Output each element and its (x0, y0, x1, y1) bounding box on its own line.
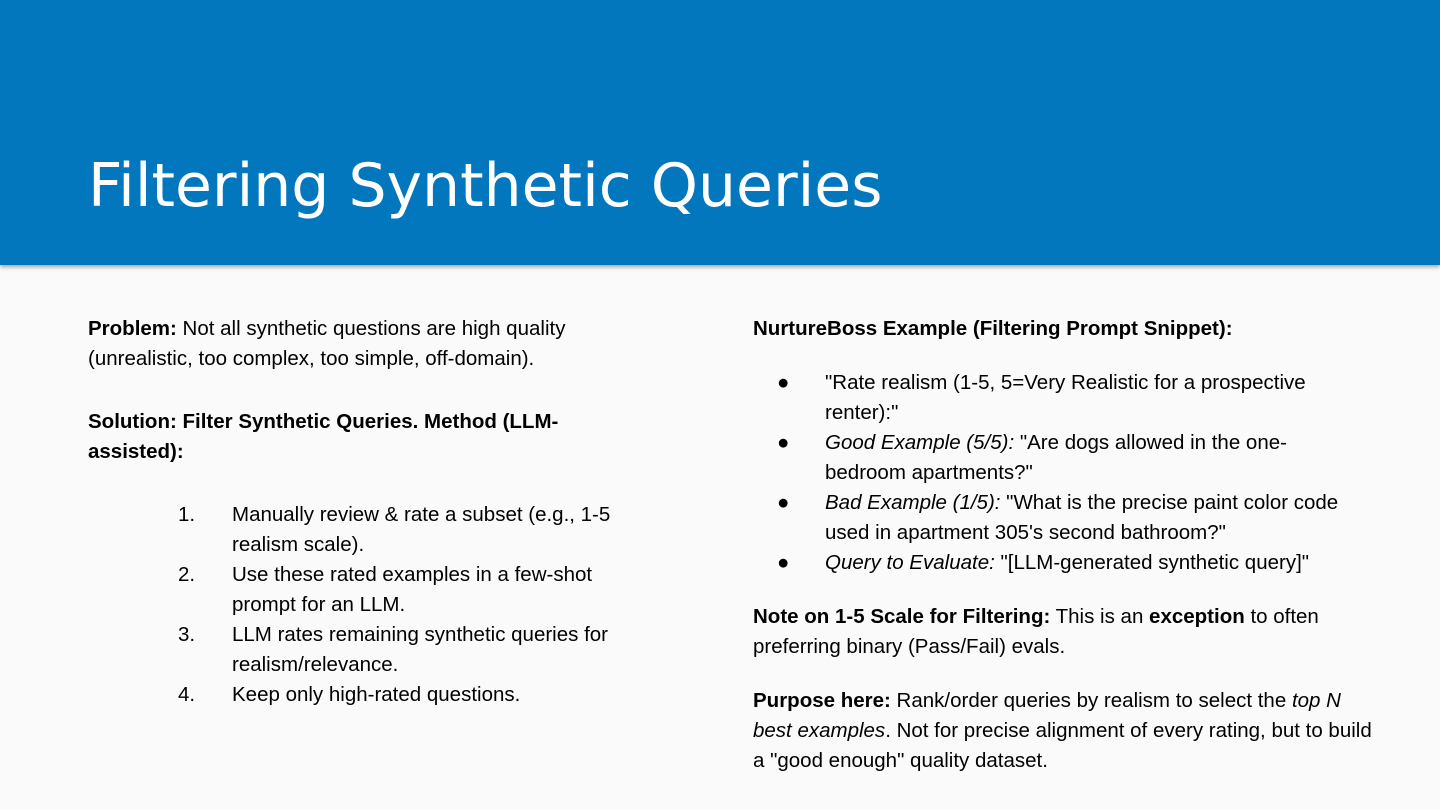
step-number: 2. (178, 563, 196, 586)
bullet-icon: ● (777, 551, 790, 574)
bullet-label: Query to Evaluate: (825, 551, 995, 574)
step-text: Keep only high-rated questions. (232, 683, 521, 706)
problem-text: Not all synthetic questions are high quality (unrealistic, too complex, too simple, off-domain). (88, 317, 566, 370)
example-bullets (753, 368, 1373, 578)
list-item (88, 680, 652, 710)
example-heading (753, 314, 1373, 344)
bullet-icon: ● (777, 431, 790, 454)
title-banner (0, 0, 1440, 265)
problem-label: Problem: (88, 317, 177, 340)
list-item (88, 500, 652, 560)
purpose-text: Rank/order queries by realism to select the (890, 689, 1292, 712)
list-item (88, 620, 652, 680)
list-item (753, 368, 1365, 428)
step-number: 1. (178, 503, 196, 526)
note-text-end: to often preferring binary (Pass/Fail) evals. (753, 605, 1319, 658)
purpose-paragraph (753, 686, 1373, 776)
note-paragraph (753, 602, 1373, 662)
right-column (753, 314, 1373, 776)
bullet-text: "Are dogs allowed in the one-bedroom apartments?" (825, 431, 1287, 484)
bullet-icon: ● (777, 371, 790, 394)
bullet-label: Good Example (5/5): (825, 431, 1015, 454)
left-column (88, 314, 648, 710)
note-label: Note on 1-5 Scale for Filtering: (753, 605, 1051, 628)
solution-label: Solution: Filter Synthetic Queries. Method (LLM-assisted): (88, 410, 559, 463)
bullet-label: Bad Example (1/5): (825, 491, 1001, 514)
purpose-label: Purpose here: (753, 689, 891, 712)
steps-list (88, 500, 648, 710)
slide-title: Filtering Synthetic Queries (88, 151, 883, 221)
note-emphasis: exception (1149, 605, 1245, 628)
bullet-text: "What is the precise paint color code used in apartment 305's second bathroom?" (825, 491, 1339, 544)
step-number: 4. (178, 683, 196, 706)
solution-paragraph (88, 407, 648, 467)
step-text: Use these rated examples in a few-shot prompt for an LLM. (232, 563, 593, 616)
example-heading-text: NurtureBoss Example (Filtering Prompt Snippet): (753, 317, 1233, 340)
bullet-text: "Rate realism (1-5, 5=Very Realistic for a prospective renter):" (825, 371, 1306, 424)
step-number: 3. (178, 623, 196, 646)
bullet-text: "[LLM-generated synthetic query]" (994, 551, 1310, 574)
list-item (88, 560, 652, 620)
purpose-text-end: . Not for precise alignment of every rating, but to build a "good enough" quality dataset. (753, 719, 1372, 772)
note-text: This is an (1050, 605, 1150, 628)
list-item (753, 548, 1365, 578)
bullet-icon: ● (777, 491, 790, 514)
problem-paragraph (88, 314, 648, 374)
step-text: Manually review & rate a subset (e.g., 1-5 realism scale). (232, 503, 611, 556)
step-text: LLM rates remaining synthetic queries for realism/relevance. (232, 623, 609, 676)
list-item (753, 488, 1365, 548)
list-item (753, 428, 1365, 488)
purpose-italic: top N best examples (753, 689, 1341, 742)
